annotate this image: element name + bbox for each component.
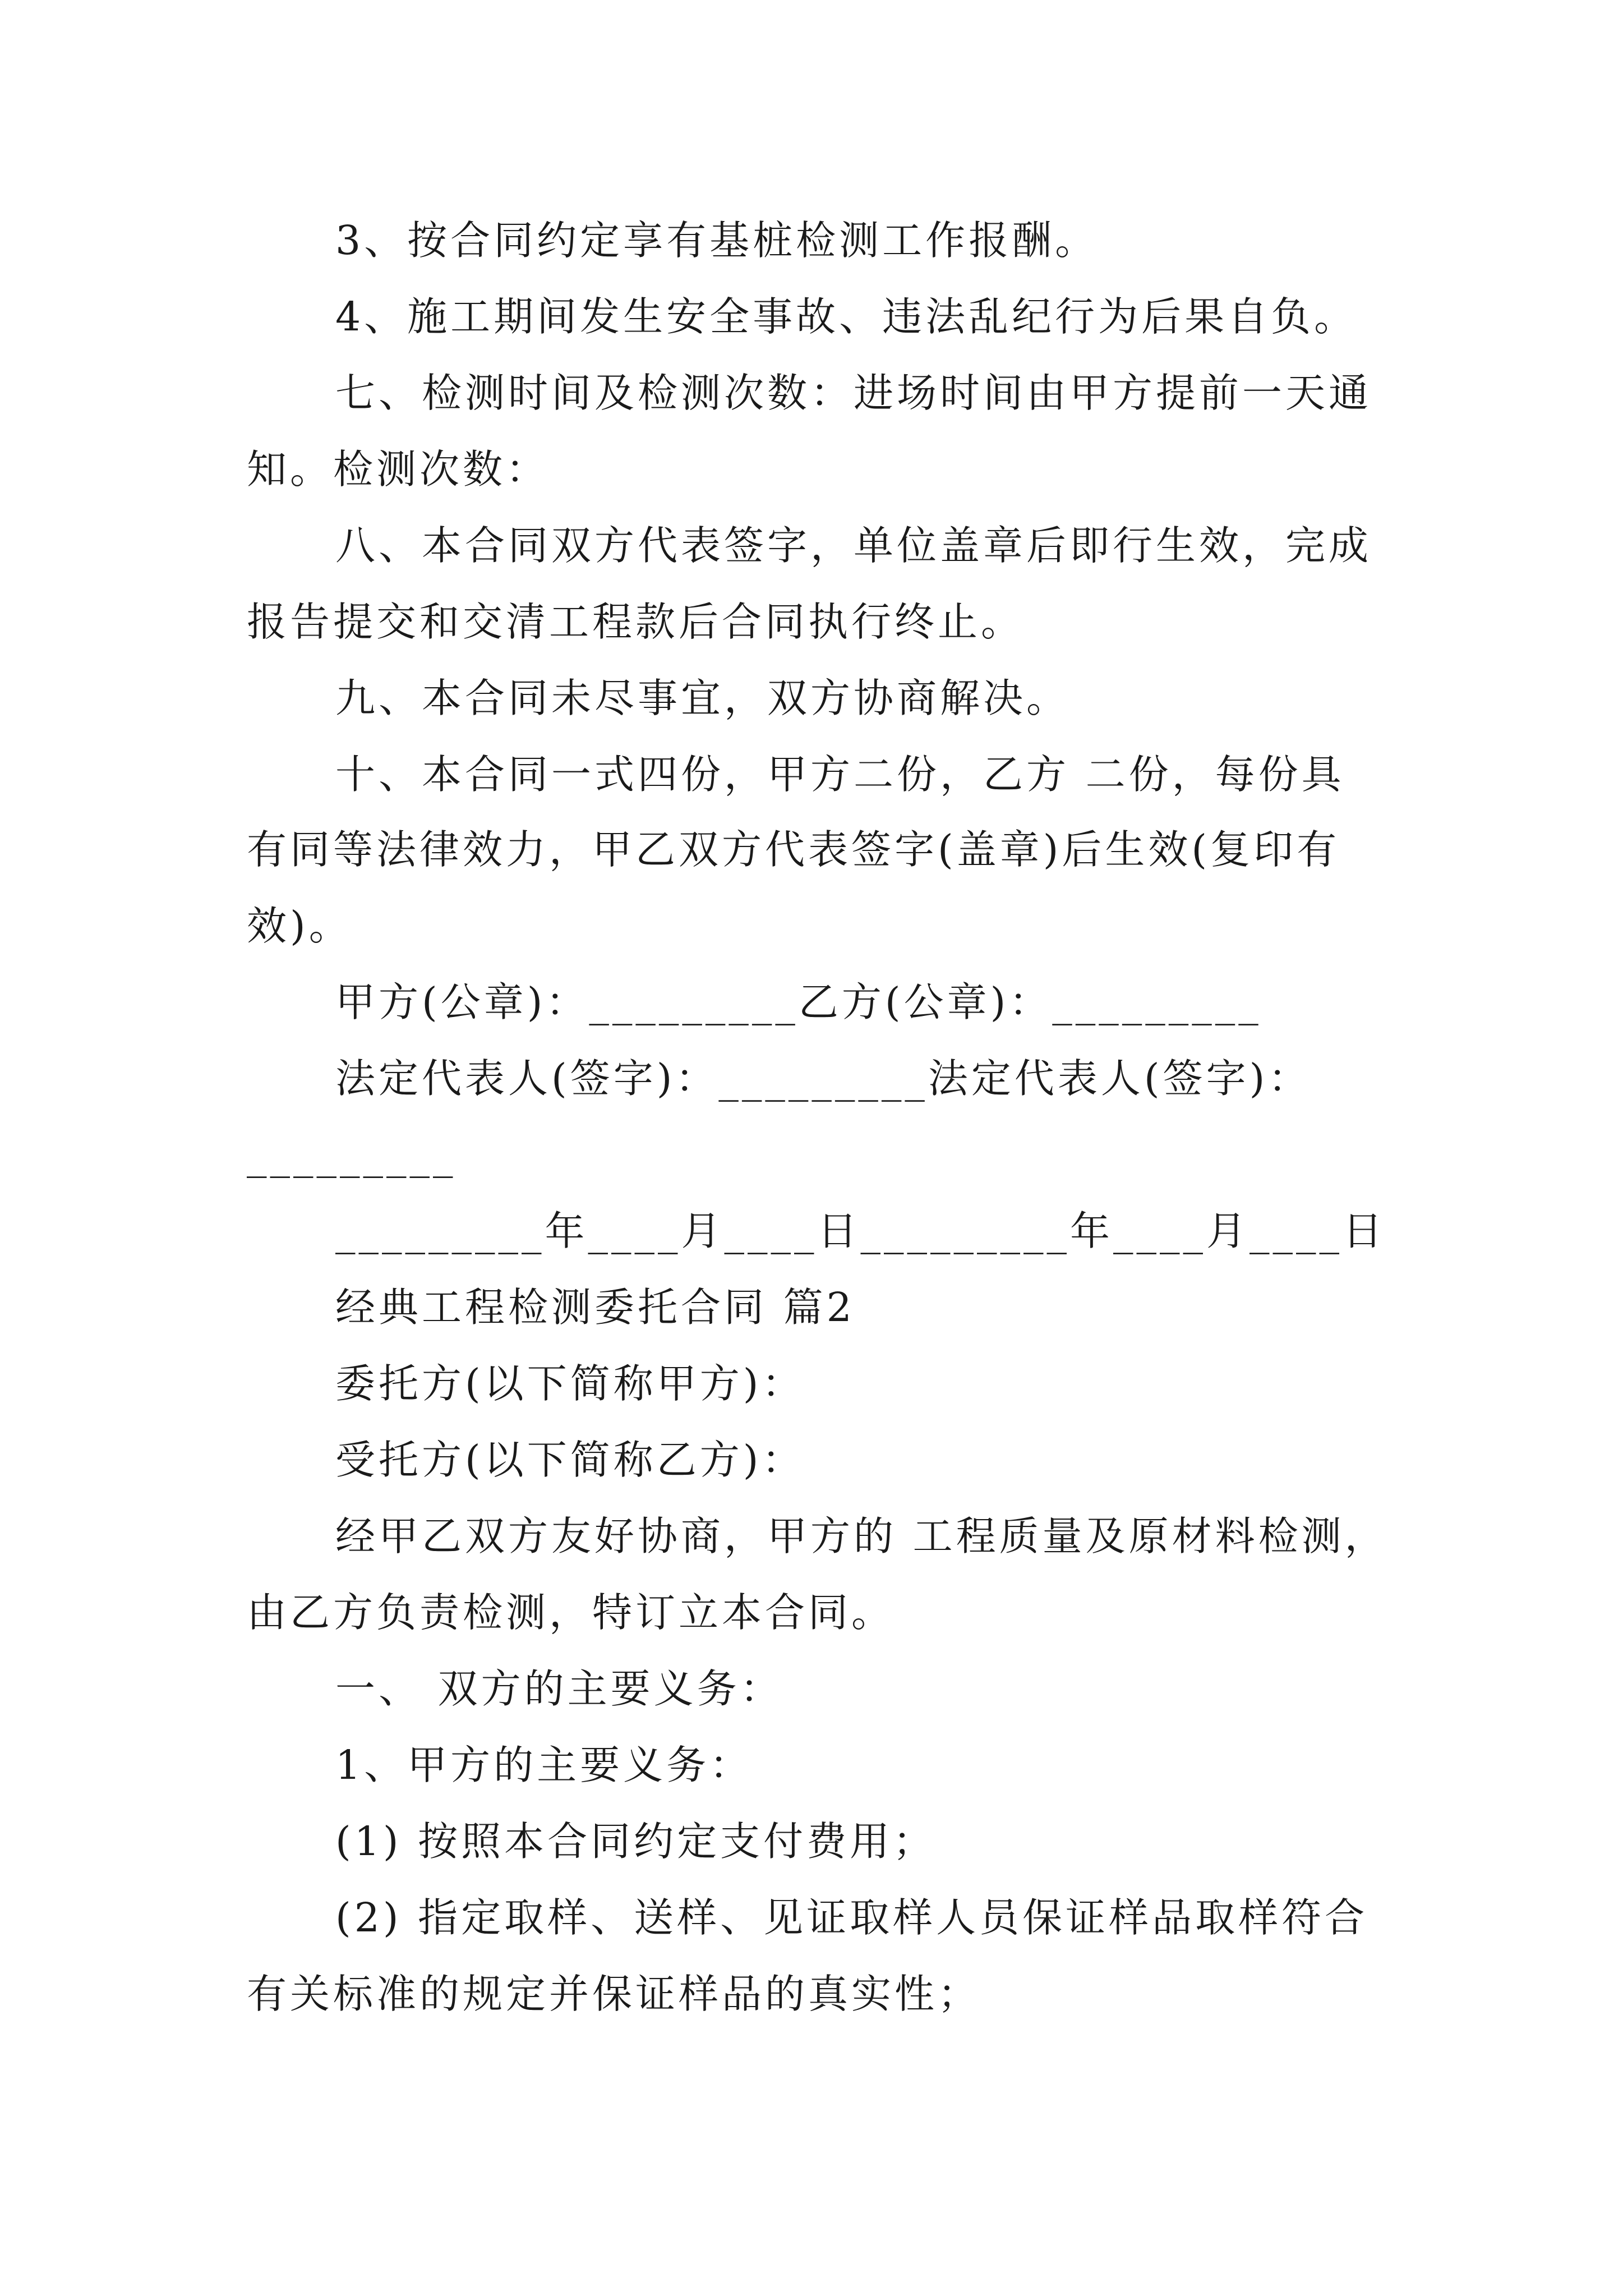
date-line: _________年____月____日_________年____月____日 — [335, 1208, 1386, 1254]
obligations-heading: 一、 双方的主要义务： — [335, 1665, 783, 1712]
section-heading-part-2: 经典工程检测委托合同 篇2 — [335, 1284, 855, 1331]
clause-7-schedule: 七、检测时间及检测次数：进场时间由甲方提前一天通 — [335, 370, 1372, 416]
party-a-obligations: 1、甲方的主要义务： — [335, 1742, 753, 1788]
obligation-2-sampling: (2) 指定取样、送样、见证取样人员保证样品取样符合 — [335, 1894, 1368, 1941]
client-party-line: 委托方(以下简称甲方)： — [335, 1360, 805, 1407]
clause-10-copies: 十、本合同一式四份，甲方二份，乙方 二份，每份具 — [335, 751, 1345, 798]
intro-paragraph-continued: 由乙方负责检测，特订立本合同。 — [247, 1589, 895, 1636]
intro-paragraph: 经甲乙双方友好协商，甲方的 工程质量及原材料检测， — [335, 1513, 1388, 1559]
clause-7-continued: 知。检测次数： — [247, 446, 550, 493]
obligation-1-payment: (1) 按照本合同约定支付费用； — [335, 1818, 937, 1865]
obligation-2-continued: 有关标准的规定并保证样品的真实性； — [247, 1971, 981, 2017]
clause-4-safety: 4、施工期间发生安全事故、违法乱纪行为后果自负。 — [335, 293, 1358, 340]
clause-10-continued: 有同等法律效力，甲乙双方代表签字(盖章)后生效(复印有 — [247, 826, 1340, 873]
clause-9-other: 九、本合同未尽事宜，双方协商解决。 — [335, 675, 1070, 721]
clause-8-effective: 八、本合同双方代表签字，单位盖章后即行生效，完成 — [335, 522, 1372, 569]
clause-3-reward: 3、按合同约定享有基桩检测工作报酬。 — [335, 217, 1099, 264]
clause-10-end: 效)。 — [247, 903, 352, 949]
party-seal-line: 甲方(公章)：_________乙方(公章)：_________ — [335, 979, 1262, 1025]
contractor-party-line: 受托方(以下简称乙方)： — [335, 1437, 805, 1483]
clause-8-continued: 报告提交和交清工程款后合同执行终止。 — [247, 599, 1025, 645]
legal-rep-signature-line: 法定代表人(签字)：_________法定代表人(签字)： — [335, 1055, 1312, 1102]
signature-blank: _________ — [247, 1131, 457, 1178]
